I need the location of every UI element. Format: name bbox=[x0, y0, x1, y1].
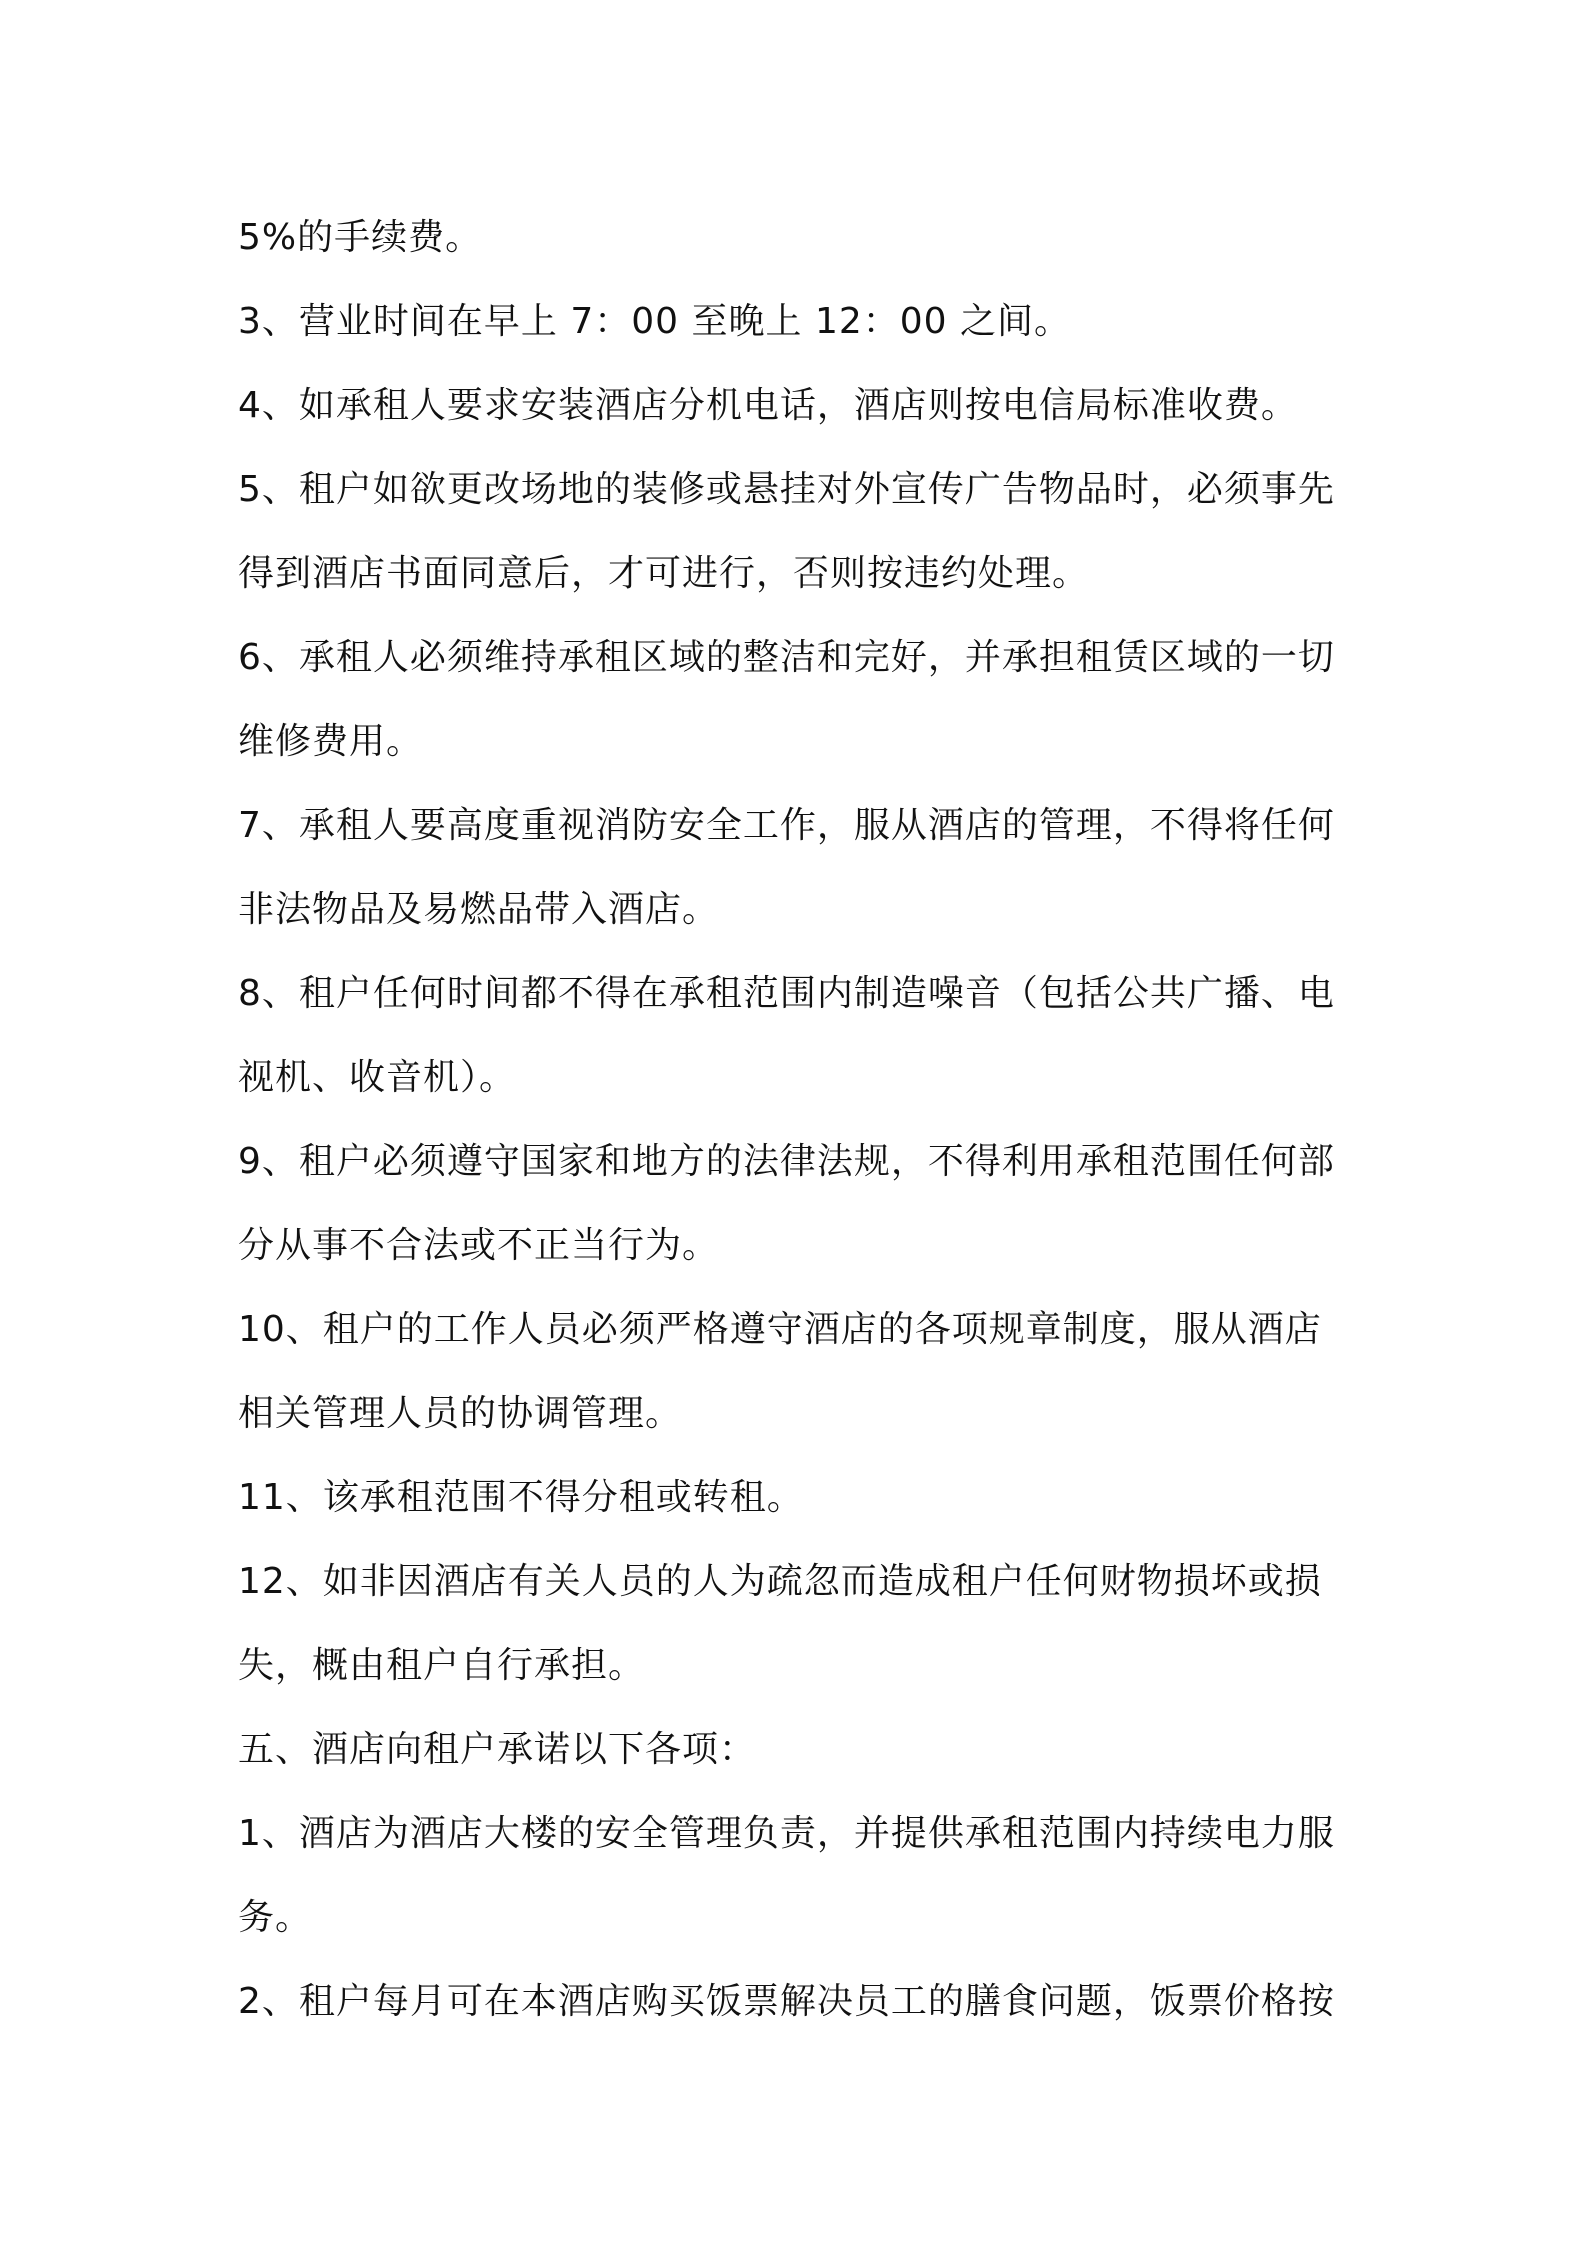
text-line: 4、如承租人要求安装酒店分机电话，酒店则按电信局标准收费。 bbox=[238, 385, 1298, 426]
text-line: 2、租户每月可在本酒店购买饭票解决员工的膳食问题，饭票价格按 bbox=[238, 1981, 1335, 2022]
text-line: 3、营业时间在早上 7：00 至晚上 12：00 之间。 bbox=[238, 301, 1072, 342]
text-line: 非法物品及易燃品带入酒店。 bbox=[238, 889, 720, 930]
text-line: 视机、收音机）。 bbox=[238, 1057, 517, 1098]
text-line: 8、租户任何时间都不得在承租范围内制造噪音（包括公共广播、电 bbox=[238, 973, 1335, 1014]
text-line: 5%的手续费。 bbox=[238, 217, 483, 258]
text-line: 分从事不合法或不正当行为。 bbox=[238, 1225, 720, 1266]
text-line: 6、承租人必须维持承租区域的整洁和完好，并承担租赁区域的一切 bbox=[238, 637, 1335, 678]
text-line: 9、租户必须遵守国家和地方的法律法规，不得利用承租范围任何部 bbox=[238, 1141, 1335, 1182]
document-body bbox=[238, 196, 1356, 2044]
text-line: 失，概由租户自行承担。 bbox=[238, 1645, 646, 1686]
text-line: 得到酒店书面同意后，才可进行，否则按违约处理。 bbox=[238, 553, 1090, 594]
text-line: 1、酒店为酒店大楼的安全管理负责，并提供承租范围内持续电力服 bbox=[238, 1813, 1335, 1854]
text-line: 五、酒店向租户承诺以下各项： bbox=[238, 1729, 757, 1770]
text-line: 11、该承租范围不得分租或转租。 bbox=[238, 1477, 804, 1518]
text-line: 12、如非因酒店有关人员的人为疏忽而造成租户任何财物损坏或损 bbox=[238, 1561, 1322, 1602]
text-line: 务。 bbox=[238, 1897, 313, 1938]
text-line: 7、承租人要高度重视消防安全工作，服从酒店的管理，不得将任何 bbox=[238, 805, 1335, 846]
text-line: 维修费用。 bbox=[238, 721, 424, 762]
text-line: 10、租户的工作人员必须严格遵守酒店的各项规章制度，服从酒店 bbox=[238, 1309, 1322, 1350]
text-line: 5、租户如欲更改场地的装修或悬挂对外宣传广告物品时，必须事先 bbox=[238, 469, 1335, 510]
text-line: 相关管理人员的协调管理。 bbox=[238, 1393, 683, 1434]
